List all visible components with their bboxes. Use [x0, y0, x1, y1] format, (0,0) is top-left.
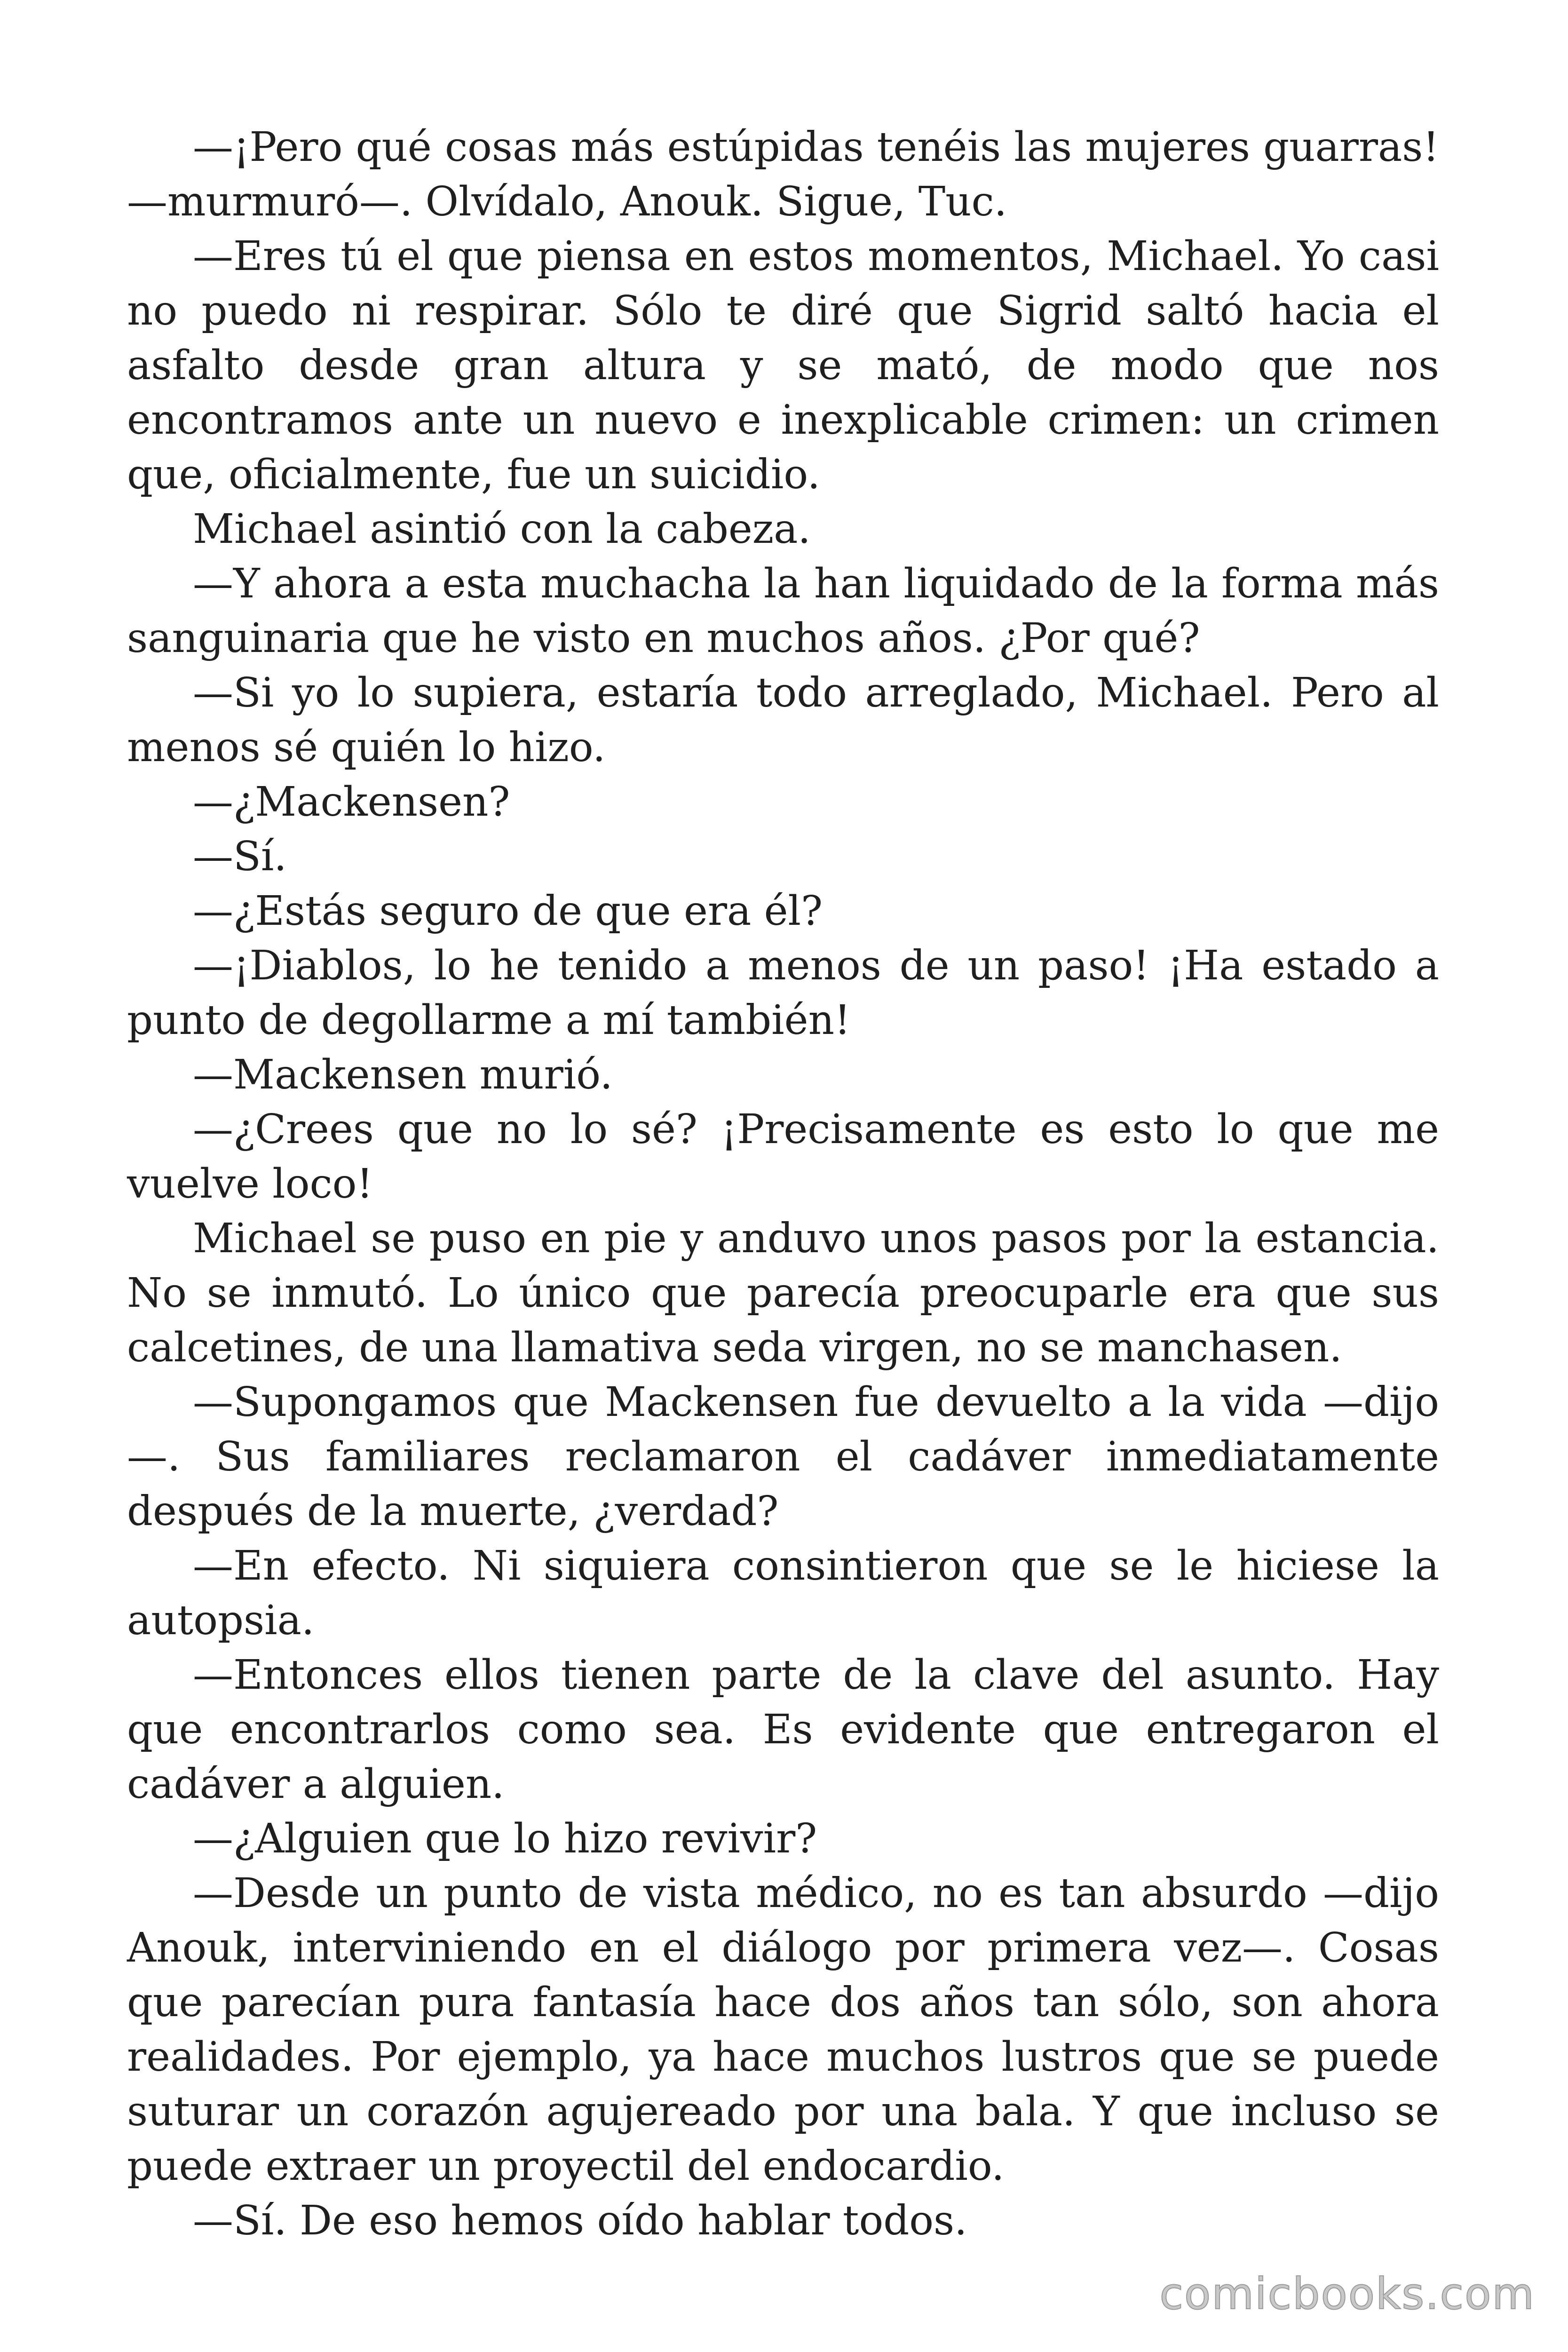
paragraph: —En efecto. Ni siquiera consintieron que se le hiciese la autopsia.	[127, 1542, 1439, 1644]
book-page-text	[127, 120, 1439, 2248]
watermark-logo: comicbooks.com	[1159, 2269, 1535, 2319]
paragraph: —Mackensen murió.	[193, 1051, 613, 1098]
paragraph: —¡Pero qué cosas más estúpidas tenéis las mujeres guarras! —murmuró—. Olvídalo, Anouk. Sigue, Tuc.	[127, 124, 1439, 225]
paragraph: —Entonces ellos tienen parte de la clave del asunto. Hay que encontrarlos como sea. Es evidente que entregaron el cadáver a alguien.	[127, 1652, 1439, 1808]
paragraph: —¿Alguien que lo hizo revivir?	[193, 1815, 817, 1862]
paragraph: —Si yo lo supiera, estaría todo arreglado, Michael. Pero al menos sé quién lo hizo.	[127, 669, 1439, 771]
paragraph: —Sí. De eso hemos oído hablar todos.	[193, 2197, 967, 2244]
paragraph: —¿Estás seguro de que era él?	[193, 888, 823, 935]
paragraph: Michael asintió con la cabeza.	[193, 506, 811, 553]
paragraph: —Supongamos que Mackensen fue devuelto a la vida —dijo—. Sus familiares reclamaron el cadáver inmediatamente después de la muerte, ¿verdad?	[127, 1379, 1439, 1535]
paragraph: —Eres tú el que piensa en estos momentos, Michael. Yo casi no puedo ni respirar. Sólo te diré que Sigrid saltó hacia el asfalto desde gran altura y se mató, de modo que nos encontramos ante un nuevo e inexplicable crimen: un crimen que, oficialmente, fue un suicidio.	[127, 233, 1439, 498]
paragraph: —Desde un punto de vista médico, no es tan absurdo —dijo Anouk, interviniendo en el diálogo por primera vez—. Cosas que parecían pura fantasía hace dos años tan sólo, son ahora realidades. Por ejemplo, ya hace muchos lustros que se puede suturar un corazón agujereado por una bala. Y que incluso se puede extraer un proyectil del endocardio.	[127, 1870, 1439, 2190]
paragraph: —¿Crees que no lo sé? ¡Precisamente es esto lo que me vuelve loco!	[127, 1106, 1439, 1208]
paragraph: —¡Diablos, lo he tenido a menos de un paso! ¡Ha estado a punto de degollarme a mí también!	[127, 942, 1439, 1044]
paragraph: —Sí.	[193, 833, 287, 880]
paragraph: Michael se puso en pie y anduvo unos pasos por la estancia. No se inmutó. Lo único que parecía preocuparle era que sus calcetines, de una llamativa seda virgen, no se manchasen.	[127, 1215, 1439, 1371]
paragraph: —Y ahora a esta muchacha la han liquidado de la forma más sanguinaria que he visto en muchos años. ¿Por qué?	[127, 560, 1439, 662]
paragraph: —¿Mackensen?	[193, 779, 510, 826]
